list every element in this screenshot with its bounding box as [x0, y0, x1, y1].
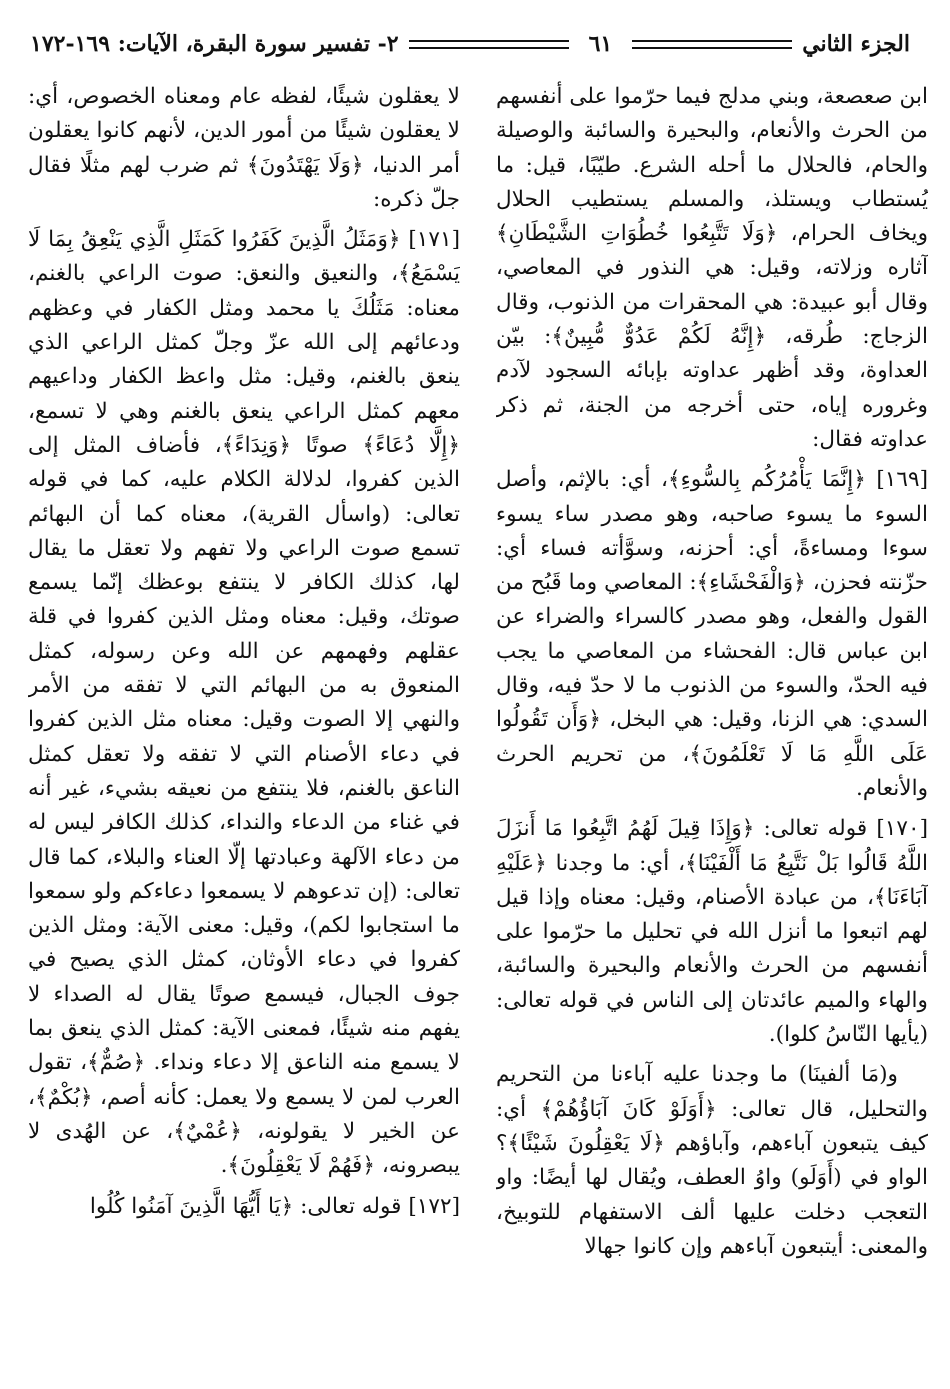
- paragraph-172: [١٧٢] قوله تعالى: ﴿يَا أَيُّهَا الَّذِينَ آمَنُوا كُلُوا: [89, 1193, 460, 1219]
- paragraph: لا يعقلون شيئًا، لفظه عام ومعناه الخصوص، أي: لا يعقلون شيئًا من أمور الدين، لأنهم كانوا يعقلون أمر الدنيا، ﴿وَلَا يَهْتَدُونَ﴾ ثم ضرب لهم مثلًا فقال جلّ ذكره:: [28, 84, 460, 212]
- page-number: ٦١: [588, 31, 613, 57]
- surah-title: ٢- تفسير سورة البقرة، الآيات: ١٦٩-١٧٢: [30, 31, 399, 57]
- left-column: [28, 78, 460, 1369]
- header-center: [399, 31, 803, 57]
- paragraph-170: [١٧٠] قوله تعالى: ﴿وَإِذَا قِيلَ لَهُمُ اتَّبِعُوا مَا أَنزَلَ اللَّهُ قَالُوا بَلْ نَتَّبِعُ مَا أَلْفَيْنَا﴾، أي: ما وجدنا ﴿عَلَيْهِ آبَاءَنَا﴾، من عبادة الأصنام، وقيل: معناه وإذا قيل لهم اتبعوا ما أنزل الله في تحليل ما حرّموا على أنفسهم من الحرث والأنعام والبحيرة والسائبة، والهاء والميم عائدتان إلى الناس في قوله تعالى: (يأيها النّاسُ كلوا).: [496, 816, 928, 1048]
- page-header: [30, 24, 910, 64]
- paragraph-169: [١٦٩] ﴿إِنَّمَا يَأْمُرُكُم بِالسُّوءِ﴾، أي: بالإثم، وأصل السوء ما يسوء صاحبه، وهو مصدر ساء يسوء سوءا ومساءةً، أي: أحزنه، وسوَّأته فساء أي: حزّنته فحزن، ﴿وَالْفَحْشَاءِ﴾: المعاصي وما قَبُح من القول والفعل، وهو مصدر كالسراء والضراء عن ابن عباس قال: الفحشاء من المعاصي ما يجب فيه الحدّ، والسوء من الذنوب ما لا حدّ فيه، وقال السدي: هي الزنا، وقيل: هي البخل، ﴿وَأَن تَقُولُوا عَلَى اللَّهِ مَا لَا تَعْلَمُونَ﴾، من تحريم الحرث والأنعام.: [496, 467, 928, 801]
- right-column: [496, 78, 928, 1369]
- paragraph: و(مَا ألفينَا) ما وجدنا عليه آباءنا من التحريم والتحليل، قال تعالى: ﴿أَوَلَوْ كَانَ آبَاؤُهُمْ﴾ أي: كيف يتبعون آباءهم، وآباؤهم ﴿لَا يَعْقِلُونَ شَيْئًا﴾؟ الواو في (أَوَلَو) واوُ العطف، ويُقال لها أيضًا: واو التعجب دخلت عليها ألف الاستفهام للتوبيخ، والمعنى: أيتبعون آباءهم وإن كانوا جهالا: [496, 1062, 928, 1259]
- volume-title: الجزء الثاني: [802, 31, 910, 57]
- header-rule-left: [409, 40, 569, 49]
- header-rule-right: [632, 40, 792, 49]
- paragraph: ابن صعصعة، وبني مدلج فيما حرّموا على أنفسهم من الحرث والأنعام، والبحيرة والسائبة والوصيلة والحام، فالحلال ما أحله الشرع. طيّبًا، قيل: ما يُستطاب ويستلذ، والمسلم يستطيب الحلال ويخاف الحرام، ﴿وَلَا تَتَّبِعُوا خُطُوَاتِ الشَّيْطَانِ﴾ آثاره وزلاته، وقيل: هي النذور في المعاصي، وقال أبو عبيدة: هي المحقرات من الذنوب، وقال الزجاج: طُرقه، ﴿إِنَّهُ لَكُمْ عَدُوٌّ مُّبِينٌ﴾: بيّن العداوة، وقد أظهر عداوته بإبائه السجود لآدم وغروره إياه، حتى أخرجه من الجنة، ثم ذكر عداوته فقال:: [496, 84, 928, 452]
- paragraph-171: [١٧١] ﴿وَمَثَلُ الَّذِينَ كَفَرُوا كَمَثَلِ الَّذِي يَنْعِقُ بِمَا لَا يَسْمَعُ﴾، والنعيق والنعق: صوت الراعي بالغنم، معناه: مَثَلُكَ يا محمد ومثل الكفار في وعظهم ودعائهم إلى الله عزّ وجلّ كمثل الراعي الذي ينعق بالغنم، وقيل: مثل واعظ الكفار وداعيهم معهم كمثل الراعي ينعق بالغنم وهي لا تسمع، ﴿إِلَّا دُعَاءً﴾ صوتًا ﴿وَنِدَاءً﴾، فأضاف المثل إلى الذين كفروا، لدلالة الكلام عليه، كما في قوله تعالى: (واسأل القرية)، معناه كما أن البهائم تسمع صوت الراعي ولا تفهم ولا تعقل ما يقال لها، كذلك الكافر لا ينتفع بوعظك إنّما يسمع صوتك، وقيل: معناه ومثل الذين كفروا في قلة عقلهم وفهمهم عن الله وعن رسوله، كمثل المنعوق به من البهائم التي لا تفقه من الأمر والنهي إلا الصوت وقيل: معناه مثل الذين كفروا في دعاء الأصنام التي لا تفقه ولا تعقل كمثل الناعق بالغنم، فلا ينتفع من نعيقه بشيء، غير أنه في غناء من الدعاء والنداء، كذلك الكافر ليس له من دعاء الآلهة وعبادتها إلّا العناء والبلاء، كما قال تعالى: (إن تدعوهم لا يسمعوا دعاءكم ولو سمعوا ما استجابوا لكم)، وقيل: معنى الآية: ومثل الذين كفروا في دعاء الأوثان، كمثل الذي يصيح في جوف الجبال، فيسمع صوتًا يقال له الصداء لا يفهم منه شيئًا، فمعنى الآية: كمثل الذي ينعق بما لا يسمع منه الناعق إلا دعاء ونداء. ﴿صُمٌّ﴾، تقول العرب لمن لا يسمع ولا يعمل: كأنه أصم، ﴿بُكْمٌ﴾، عن الخير لا يقولونه، ﴿عُمْيٌ﴾، عن الهُدى لا يبصرونه، ﴿فَهُمْ لَا يَعْقِلُونَ﴾.: [28, 227, 460, 1179]
